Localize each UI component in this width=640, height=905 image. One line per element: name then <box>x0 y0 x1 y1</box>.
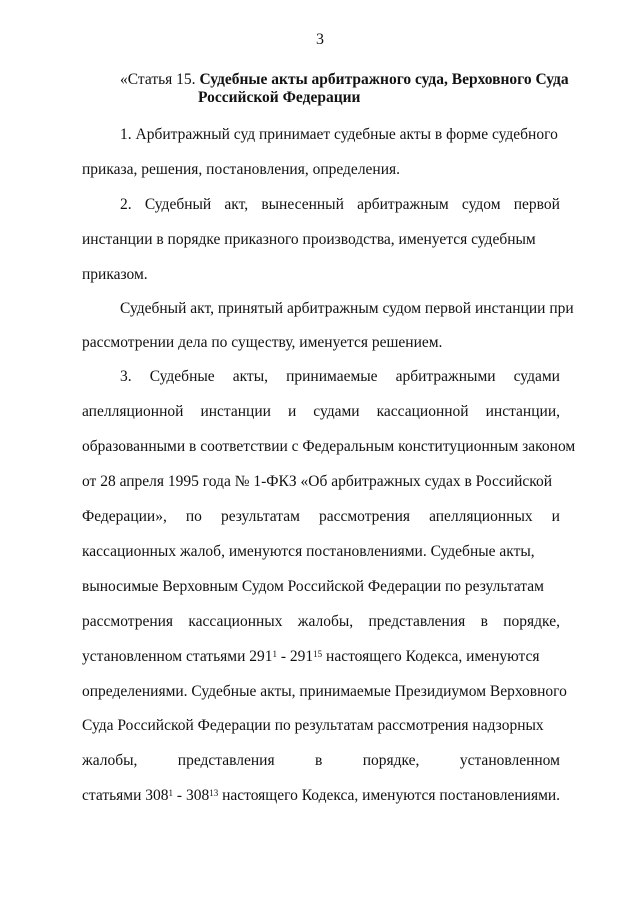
word: вынесенный <box>261 196 344 213</box>
word: апелляционных <box>429 508 533 525</box>
paragraph-line: 1. Арбитражный суд принимает судебные акты в форме судебного <box>120 126 558 143</box>
word: представления <box>177 752 275 769</box>
article-title-line2: Российской Федерации <box>198 89 361 106</box>
word: первой <box>513 196 560 213</box>
paragraph-line: приказом. <box>82 266 148 283</box>
page-number: 3 <box>316 31 324 48</box>
word: рассмотрения <box>82 613 174 630</box>
paragraph-line <box>82 507 560 527</box>
word: порядке, <box>503 613 560 630</box>
paragraph-line <box>82 647 560 667</box>
word: апелляционной <box>82 403 184 420</box>
paragraph-line <box>120 367 560 387</box>
word: установленном <box>459 752 560 769</box>
word: и <box>287 403 297 420</box>
word: акты, <box>232 368 268 385</box>
article-heading <box>120 71 580 107</box>
word: жалобы, <box>82 752 138 769</box>
paragraph-line: выносимые Верховным Судом Российской Федерации по результатам <box>82 578 544 595</box>
word: по <box>185 508 202 525</box>
word: в <box>314 752 323 769</box>
word: арбитражным <box>357 196 449 213</box>
paragraph-line: кассационных жалоб, именуются постановлениями. Судебные акты, <box>82 543 535 560</box>
word: инстанции, <box>485 403 560 420</box>
word: рассмотрения <box>318 508 411 525</box>
paragraph-line <box>82 612 560 632</box>
word: арбитражными <box>395 368 496 385</box>
word: результатам <box>220 508 300 525</box>
text-run: настоящего Кодекса, именуются постановлениями. <box>218 787 561 804</box>
text-run: установленном статьями 291 <box>82 648 273 665</box>
word: судами <box>513 368 560 385</box>
word: 3. <box>120 368 132 385</box>
word: Федерации», <box>82 508 167 525</box>
word: порядке, <box>362 752 420 769</box>
word: акт, <box>224 196 249 213</box>
word: судами <box>313 403 360 420</box>
word: и <box>551 508 560 525</box>
paragraph-line: приказа, решения, постановления, определения. <box>82 161 401 178</box>
word: представления <box>368 613 466 630</box>
paragraph-line: образованными в соответствии с Федеральным конституционным законом <box>82 438 576 455</box>
paragraph-line <box>82 786 560 806</box>
paragraph-line: от 28 апреля 1995 года № 1-ФКЗ «Об арбитражных судах в Российской <box>82 473 553 490</box>
text-run: - 308 <box>173 787 210 804</box>
word: 2. <box>120 196 132 213</box>
paragraph-line: определениями. Судебные акты, принимаемые Президиумом Верховного <box>82 683 567 700</box>
word: инстанции <box>200 403 271 420</box>
article-prefix: «Статья 15. <box>120 71 200 88</box>
word: Судебный <box>144 196 212 213</box>
article-title-line1: Судебные акты арбитражного суда, Верховного Суда <box>199 71 569 88</box>
paragraph-line <box>82 402 560 422</box>
word: судом <box>461 196 501 213</box>
superscript: 13 <box>209 788 219 798</box>
paragraph-line: Судебный акт, принятый арбитражным судом первой инстанции при <box>120 300 574 317</box>
paragraph-line: инстанции в порядке приказного производства, именуется судебным <box>82 231 536 248</box>
paragraph-line: Суда Российской Федерации по результатам рассмотрения надзорных <box>82 717 544 734</box>
superscript: 15 <box>313 649 323 659</box>
paragraph-line <box>120 195 560 215</box>
word: в <box>480 613 488 630</box>
superscript: 1 <box>272 649 277 659</box>
paragraph-line: рассмотрении дела по существу, именуется решением. <box>82 334 443 351</box>
word: кассационных <box>188 613 283 630</box>
word: Судебные <box>149 368 215 385</box>
word: кассационной <box>376 403 469 420</box>
text-run: - 291 <box>277 648 314 665</box>
word: принимаемые <box>286 368 378 385</box>
paragraph-line <box>82 751 560 771</box>
text-run: настоящего Кодекса, именуются <box>322 648 540 665</box>
text-run: статьями 308 <box>82 787 169 804</box>
superscript: 1 <box>168 788 174 798</box>
word: жалобы, <box>297 613 354 630</box>
